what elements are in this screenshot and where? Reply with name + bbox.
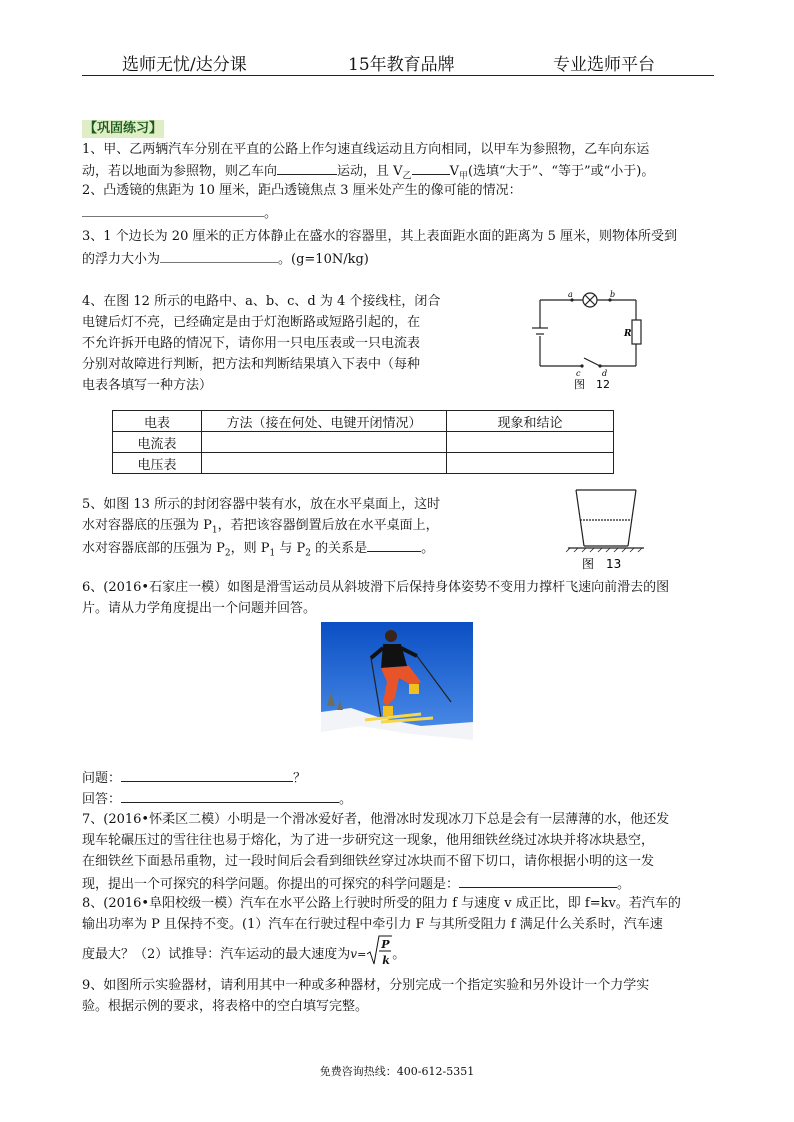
table-header-result: 现象和结论 — [447, 411, 614, 432]
q5-line3: 水对容器底部的压强为 $P_2$，则 $P_1$ 与 $P_2$ 的关系是 。 — [82, 537, 434, 564]
table-row — [113, 453, 614, 474]
table-cell-meter: 电压表 — [113, 453, 202, 474]
q4-line3: 不允许拆开电路的情况下，请你用一只电压表或一只电流表 — [82, 336, 421, 351]
table-header-row — [113, 411, 614, 432]
header-center: 15年教育品牌 — [348, 55, 455, 75]
switch-icon — [584, 358, 600, 366]
table-row — [113, 432, 614, 453]
resistor-icon — [632, 320, 641, 344]
q6-line1: 6、(2016•石家庄一模）如图是滑雪运动员从斜坡滑下后保持身体姿势不变用力撑杆飞速向前滑去的图 — [82, 580, 670, 595]
table-cell-result[interactable] — [447, 453, 614, 474]
q8-line3: 度最大？（2）试推导：汽车运动的最大速度为v= P k 。 — [82, 944, 405, 965]
q2-blank[interactable] — [82, 202, 264, 217]
q1-blank-direction[interactable] — [277, 160, 337, 175]
header-divider — [82, 75, 714, 76]
q5-line2: 水对容器底的压强为 $P_1$，若把该容器倒置后放在水平桌面上， — [82, 518, 439, 536]
q1-line1: 1、甲、乙两辆汽车分别在平直的公路上作匀速直线运动且方向相同，以甲车为参照物，乙车向东运 — [82, 142, 650, 157]
terminal-b-label: b — [610, 290, 616, 299]
skier-photo — [321, 622, 473, 760]
q5-blank[interactable] — [367, 537, 421, 552]
q3-line2: 的浮力大小为 。(g=10N/kg) — [82, 248, 369, 270]
q3-line1: 3、1 个边长为 20 厘米的正方体静止在盛水的容器里，其上表面距水面的距离为 5 厘米，则物体所受到 — [82, 229, 678, 244]
q7-line2: 现车轮碾压过的雪往往也易于熔化，为了进一步研究这一现象，他用细铁丝绕过冰块并将冰块悬空， — [82, 833, 655, 848]
resistor-label: R — [624, 329, 632, 339]
q7-blank[interactable] — [459, 873, 617, 888]
meter-table — [112, 410, 614, 474]
formula-numerator: P — [381, 938, 390, 951]
q9-line2: 验。根据示例的要求，将表格中的空白填写完整。 — [82, 999, 369, 1014]
footer-hotline: 免费咨询热线：400-612-5351 — [319, 1065, 475, 1078]
q1-line2: 动，若以地面为参照物，则乙车向 运动，且 $V_乙$ $V_甲$(选填“大于”、“等于”或“小于)。 — [82, 160, 654, 187]
q8-line2: 输出功率为 P 且保持不变。(1）汽车在行驶过程中牵引力 F 与其所受阻力 f 满足什么关系时，汽车速 — [82, 917, 663, 932]
header-left: 选师无忧/达分课 — [122, 55, 247, 75]
q6-answer-line: 回答： 。 — [82, 788, 352, 810]
q8-line1: 8、(2016•阜阳校级一模）汽车在水平公路上行驶时所受的阻力 f 与速度 v 成正比，即 f=kv。若汽车的 — [82, 896, 681, 911]
q6-question-blank[interactable] — [121, 767, 293, 782]
q1-blank-compare[interactable] — [412, 160, 450, 175]
terminal-c-label: c — [576, 369, 581, 378]
table-cell-result[interactable] — [447, 432, 614, 453]
q5-line1: 5、如图 13 所示的封闭容器中装有水，放在水平桌面上，这时 — [82, 497, 441, 512]
formula-denominator: k — [382, 954, 390, 967]
figure-12-caption: 图 12 — [574, 378, 610, 391]
q6-answer-blank[interactable] — [121, 788, 339, 803]
skier-head — [385, 630, 397, 642]
header-right: 专业选师平台 — [553, 55, 655, 75]
figure-13-caption: 图 13 — [582, 557, 622, 571]
terminal-d-label: d — [602, 369, 608, 378]
q4-line2: 电键后灯不亮，已经确定是由于灯泡断路或短路引起的，在 — [82, 315, 421, 330]
table-header-method: 方法（接在何处、电键开闭情况） — [202, 411, 447, 432]
table-cell-method[interactable] — [202, 453, 447, 474]
q9-line1: 9、如图所示实验器材，请利用其中一种或多种器材，分别完成一个指定实验和另外设计一个力学实 — [82, 978, 650, 993]
q7-line3: 在细铁丝下面悬吊重物，过一段时间后会看到细铁丝穿过冰块而不留下切口，请你根据小明的这一发 — [82, 854, 655, 869]
table-cell-method[interactable] — [202, 432, 447, 453]
q2-line1: 2、凸透镜的焦距为 10 厘米，距凸透镜焦点 3 厘米处产生的像可能的情况： — [82, 183, 522, 198]
q7-line4: 现，提出一个可探究的科学问题。你提出的可探究的科学问题是： 。 — [82, 873, 630, 895]
section-title: 【巩固练习】 — [84, 121, 163, 136]
sqrt-formula — [366, 938, 392, 967]
q6-line2: 片。请从力学角度提出一个问题并回答。 — [82, 601, 317, 616]
q7-line1: 7、(2016•怀柔区二模）小明是一个滑冰爱好者，他滑冰时发现冰刀下总是会有一层薄薄的水，他还发 — [82, 812, 670, 827]
q4-line5: 电表各填写一种方法） — [82, 378, 213, 393]
table-header-meter: 电表 — [113, 411, 202, 432]
container-figure-13 — [566, 486, 646, 572]
circuit-figure-12 — [528, 288, 654, 392]
table-cell-meter: 电流表 — [113, 432, 202, 453]
q3-blank[interactable] — [160, 248, 278, 263]
q6-question-line: 问题： ？ — [82, 767, 306, 789]
q2-answer-line: 。 — [82, 202, 277, 224]
q4-line1: 4、在图 12 所示的电路中、a、b、c、d 为 4 个接线柱，闭合 — [82, 294, 441, 309]
terminal-a-label: a — [568, 290, 573, 299]
q4-line4: 分别对故障进行判断，把方法和判断结果填入下表中（每种 — [82, 357, 421, 372]
